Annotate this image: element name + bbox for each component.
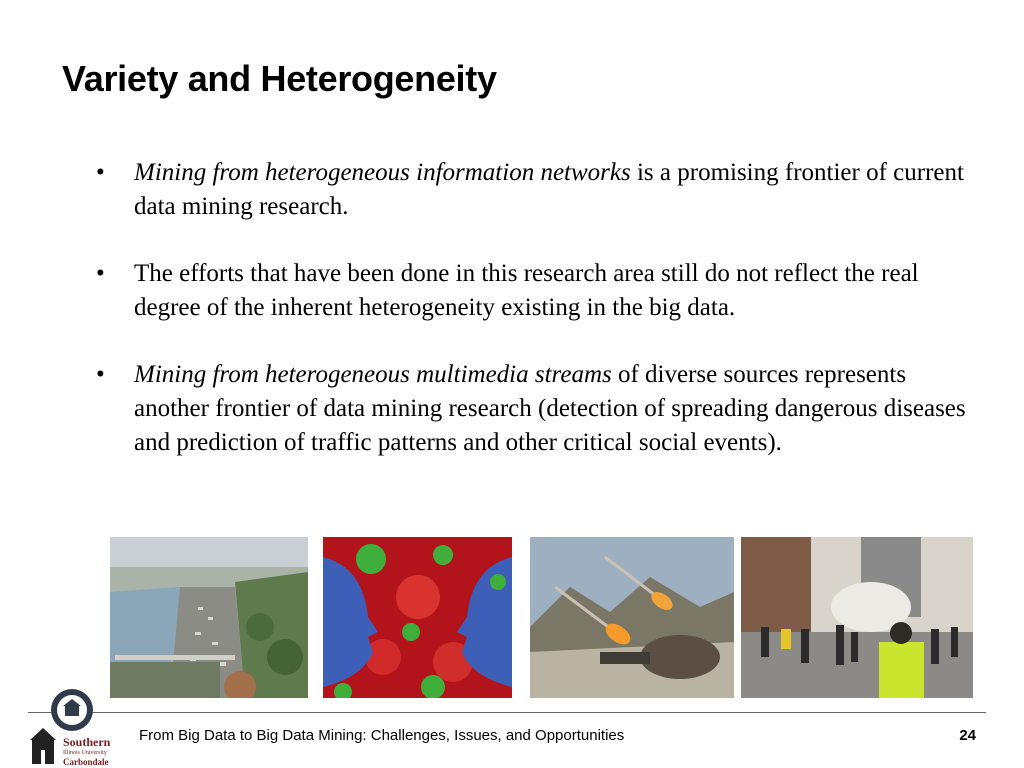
bullet-italic-text: Mining from heterogeneous information networks	[134, 159, 631, 186]
bullet-italic-text: Mining from heterogeneous multimedia streams	[134, 361, 612, 388]
bullet-list	[96, 156, 986, 493]
marathon-explosion-photo	[741, 537, 973, 698]
slide-title: Variety and Heterogeneity	[62, 58, 497, 99]
building-logo-icon	[28, 726, 58, 764]
footer-divider	[28, 712, 986, 713]
page-number: 24	[959, 727, 976, 744]
logo-southern: Southern	[63, 735, 111, 749]
bullet-item	[96, 257, 986, 325]
bullet-item	[96, 358, 986, 460]
footer-text: From Big Data to Big Data Mining: Challenges, Issues, and Opportunities	[139, 727, 625, 744]
virus-heads-illustration	[323, 537, 512, 698]
bullet-dot: •	[96, 361, 105, 388]
bullet-dot: •	[96, 260, 105, 287]
logo-carbondale: Carbondale	[63, 757, 109, 767]
rocket-launch-photo	[530, 537, 734, 698]
bullet-text: is a promising frontier of current data mining research.	[134, 159, 964, 220]
bullet-dot: •	[96, 159, 105, 186]
bullet-text: The efforts that have been done in this research area still do not reflect the real degree of the inherent heterogeneity existing in the big data.	[134, 260, 919, 321]
bullet-text: of diverse sources represents another frontier of data mining research (detection of spreading dangerous diseases and prediction of traffic patterns and other critical social events).	[134, 361, 966, 456]
logo-subtitle	[63, 750, 109, 767]
bullet-item	[96, 156, 986, 224]
highway-traffic-photo	[110, 537, 308, 698]
logo-illinois: Illinois University	[63, 750, 107, 756]
